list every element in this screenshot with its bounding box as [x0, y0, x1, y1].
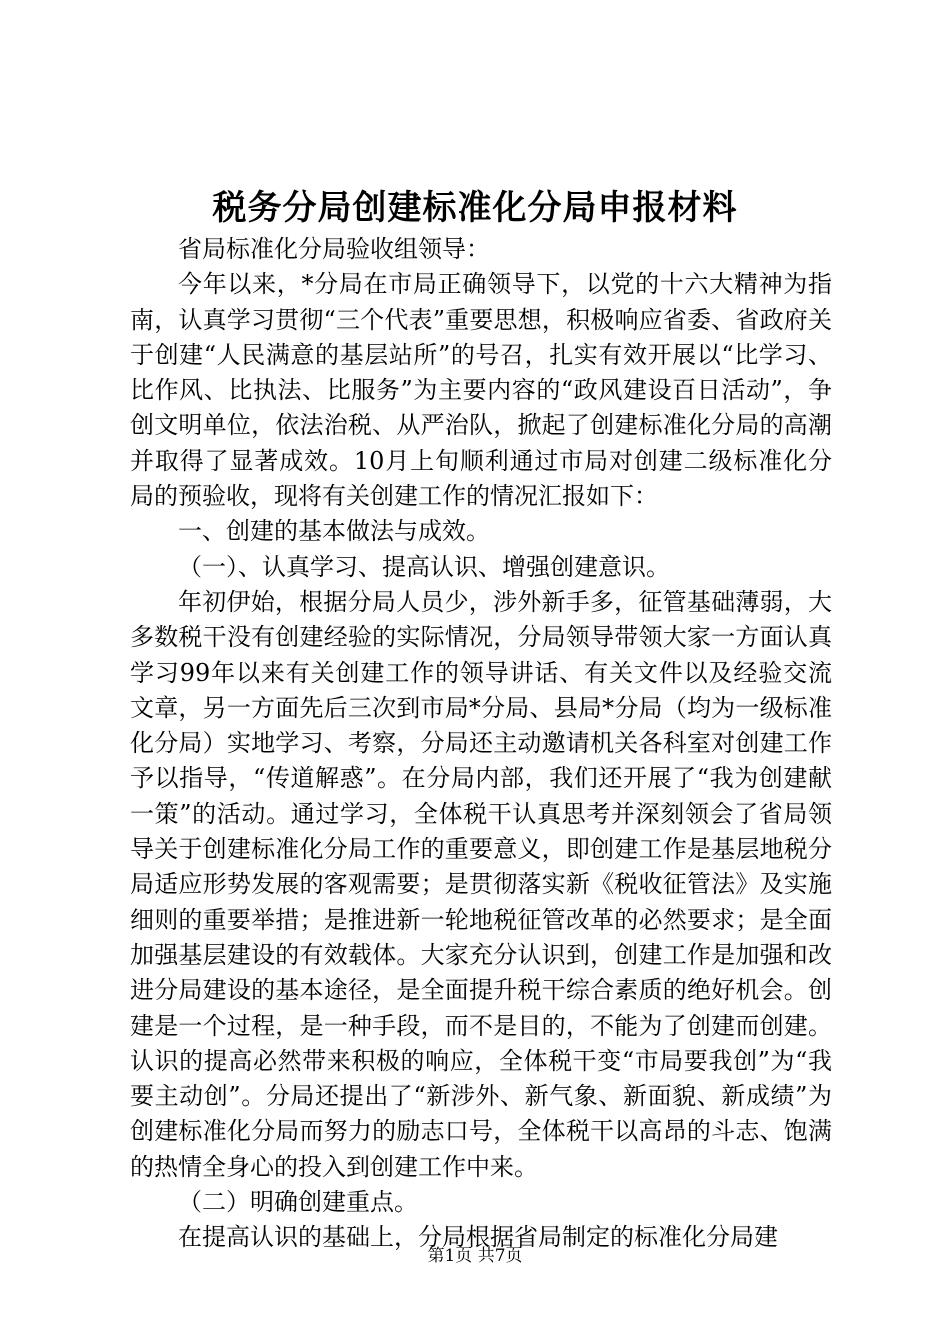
- document-title: 税务分局创建标准化分局申报材料: [212, 188, 738, 228]
- subsection-heading-2: （二）明确创建重点。: [178, 1188, 418, 1217]
- body-paragraph: 年初伊始，根据分局人员少，涉外新手多，征管基础薄弱，大多数税干没有创建经验的实际情况，分局领导带领大家一方面认真学习99年以来有关创建工作的领导讲话、有关文件以及经验交流文章，另一方面先后三次到市局*分局、县局*分局（均为一级标准化分局）实地学习、考察，分局还主动邀请机关各科室对创建工作予以指导，“传道解惑”。在分局内部，我们还开展了“我为创建献一策”的活动。通过学习，全体税干认真思考并深刻领会了省局领导关于创建标准化分局工作的重要意义，即创建工作是基层地税分局适应形势发展的客观需要；是贯彻落实新《税收征管法》及实施细则的重要举措；是推进新一轮地税征管改革的必然要求；是全面加强基层建设的有效载体。大家充分认识到，创建工作是加强和改进分局建设的基本途径，是全面提升税干综合素质的绝好机会。创建是一个过程，是一种手段，而不是目的，不能为了创建而创建。认识的提高必然带来积极的响应，全体税干变“市局要我创”为“我要主动创”。分局还提出了“新涉外、新气象、新面貌、新成绩”为创建标准化分局而努力的励志口号，全体税干以高昂的斗志、饱满的热情全身心的投入到创建工作中来。: [130, 587, 832, 1181]
- body-paragraph-continued: 在提高认识的基础上，分局根据省局制定的标准化分局建: [178, 1223, 778, 1252]
- page-footer: 第1页 共7页: [427, 1246, 523, 1266]
- salutation-paragraph: 省局标准化分局验收组领导：: [178, 235, 490, 263]
- intro-paragraph: 今年以来，*分局在市局正确领导下，以党的十六大精神为指南，认真学习贯彻“三个代表”重要思想，积极响应省委、省政府关于创建“人民满意的基层站所”的号召，扎实有效开展以“比学习、比作风、比执法、比服务”为主要内容的“政风建设百日活动”，争创文明单位，依法治税、从严治队，掀起了创建标准化分局的高潮并取得了显著成效。10月上旬顺利通过市局对创建二级标准化分局的预验收，现将有关创建工作的情况汇报如下：: [130, 270, 832, 511]
- section-heading: 一、创建的基本做法与成效。: [178, 517, 490, 546]
- subsection-heading-1: （一）、认真学习、提高认识、增强创建意识。: [178, 552, 670, 581]
- document-body: [130, 232, 832, 1256]
